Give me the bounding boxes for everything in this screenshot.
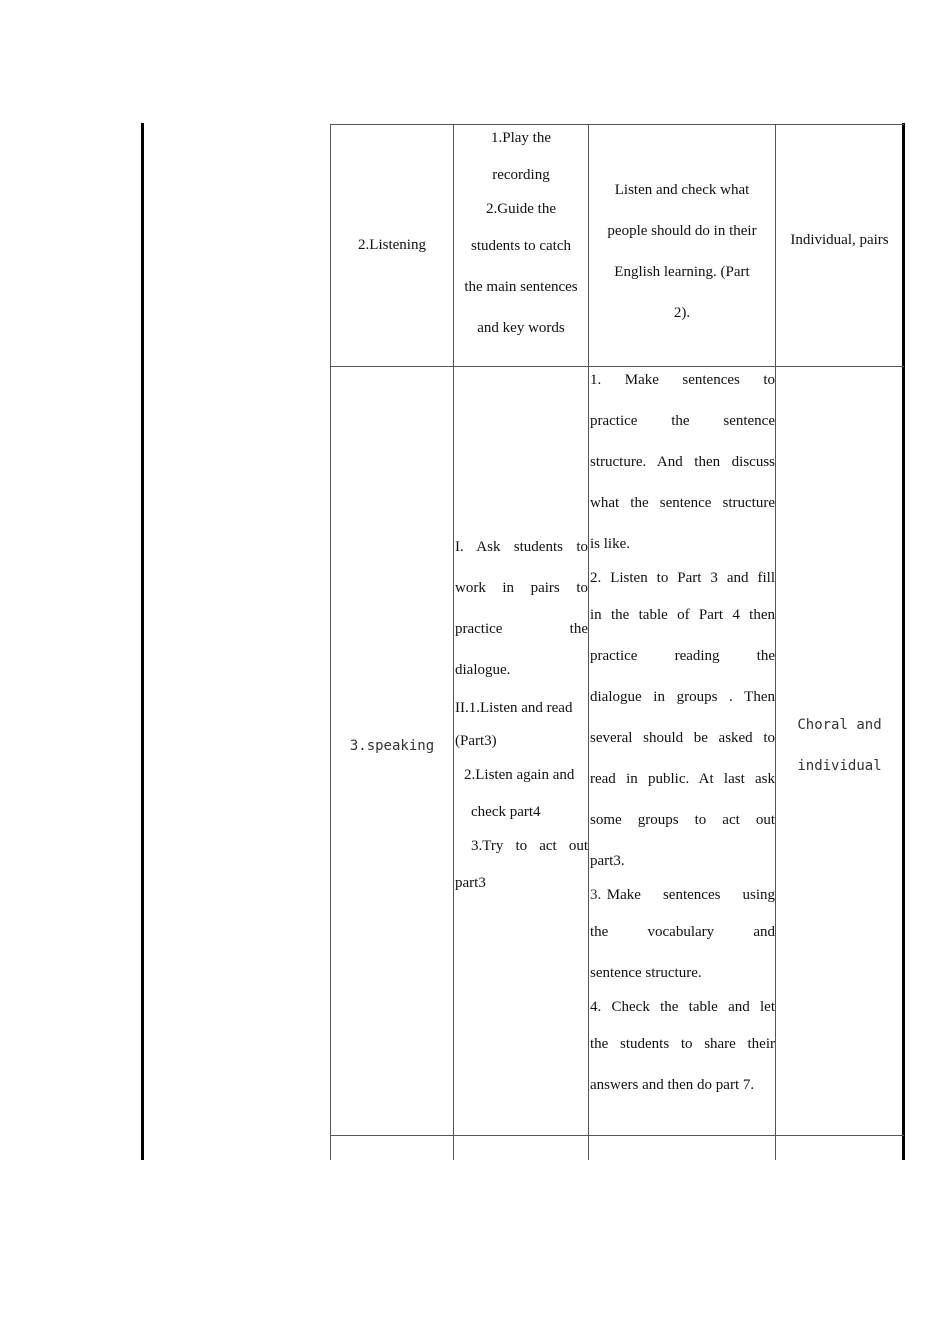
text-line: individual (797, 758, 882, 774)
text-line: II.1.Listen and read (455, 700, 573, 716)
text-line: recording (492, 167, 550, 183)
teacher-activity-cell (454, 118, 588, 349)
text-line: 2.Listen again and (464, 767, 575, 783)
text-line: some groups to act out (590, 812, 775, 828)
text-line: part3. (590, 853, 625, 869)
text-line: (Part3) (455, 733, 497, 749)
text-line: practice the (455, 621, 588, 637)
text-line: in the table of Part 4 then (590, 607, 775, 623)
text-line: dialogue. (455, 662, 511, 678)
text-line: I. Ask students to (455, 539, 588, 555)
text-line: 3.Try to act out (471, 838, 588, 854)
stage-label: 3.speaking (349, 737, 435, 754)
text-line: practice reading the (590, 648, 775, 664)
list-number: 3. (590, 887, 602, 903)
text-line: sentence structure. (590, 965, 702, 981)
text-line (590, 878, 775, 912)
text-line: work in pairs to (455, 580, 588, 596)
text-line: part3 (455, 875, 486, 891)
page-left-border (141, 123, 144, 1160)
text-line: 1. Make sentences to (590, 372, 775, 388)
text-line: dialogue in groups . Then (590, 689, 775, 705)
text-line: English learning. (Part (614, 264, 750, 280)
text-line: 4. Check the table and let (590, 999, 775, 1015)
text-line: the main sentences (464, 279, 578, 295)
text-line: 2.Guide the (486, 201, 556, 217)
text-line: 2). (673, 305, 691, 321)
text-line: several should be asked to (590, 730, 775, 746)
row-divider (330, 1135, 904, 1136)
student-activity-cell (590, 360, 775, 1106)
text-line: the students to share their (590, 1036, 775, 1052)
text-line: read in public. At last ask (590, 771, 775, 787)
text-span: Make sentences using (601, 887, 775, 903)
mode-cell (776, 705, 903, 787)
text-line: check part4 (471, 804, 541, 820)
student-activity-cell (589, 170, 775, 334)
teacher-activity-cell (455, 527, 588, 904)
text-line: answers and then do part 7. (590, 1077, 755, 1093)
text-line: students to catch (471, 238, 571, 254)
stage-cell (331, 125, 453, 366)
text-line: people should do in their (607, 223, 757, 239)
text-line: is like. (590, 536, 630, 552)
stage-label: 2.Listening (358, 237, 426, 253)
text-line: 1.Play the (491, 130, 551, 146)
mode-cell (776, 125, 903, 356)
text-line: what the sentence structure (590, 495, 775, 511)
text-line: practice the sentence (590, 413, 775, 429)
text-line: and key words (477, 320, 565, 336)
text-line: Listen and check what (614, 182, 750, 198)
stage-cell (331, 367, 453, 1124)
mode-label: Individual, pairs (790, 232, 889, 248)
text-line: 2. Listen to Part 3 and fill (590, 570, 775, 586)
text-line: Choral and (797, 717, 882, 733)
text-line: structure. And then discuss (590, 454, 775, 470)
text-line: the vocabulary and (590, 924, 775, 940)
